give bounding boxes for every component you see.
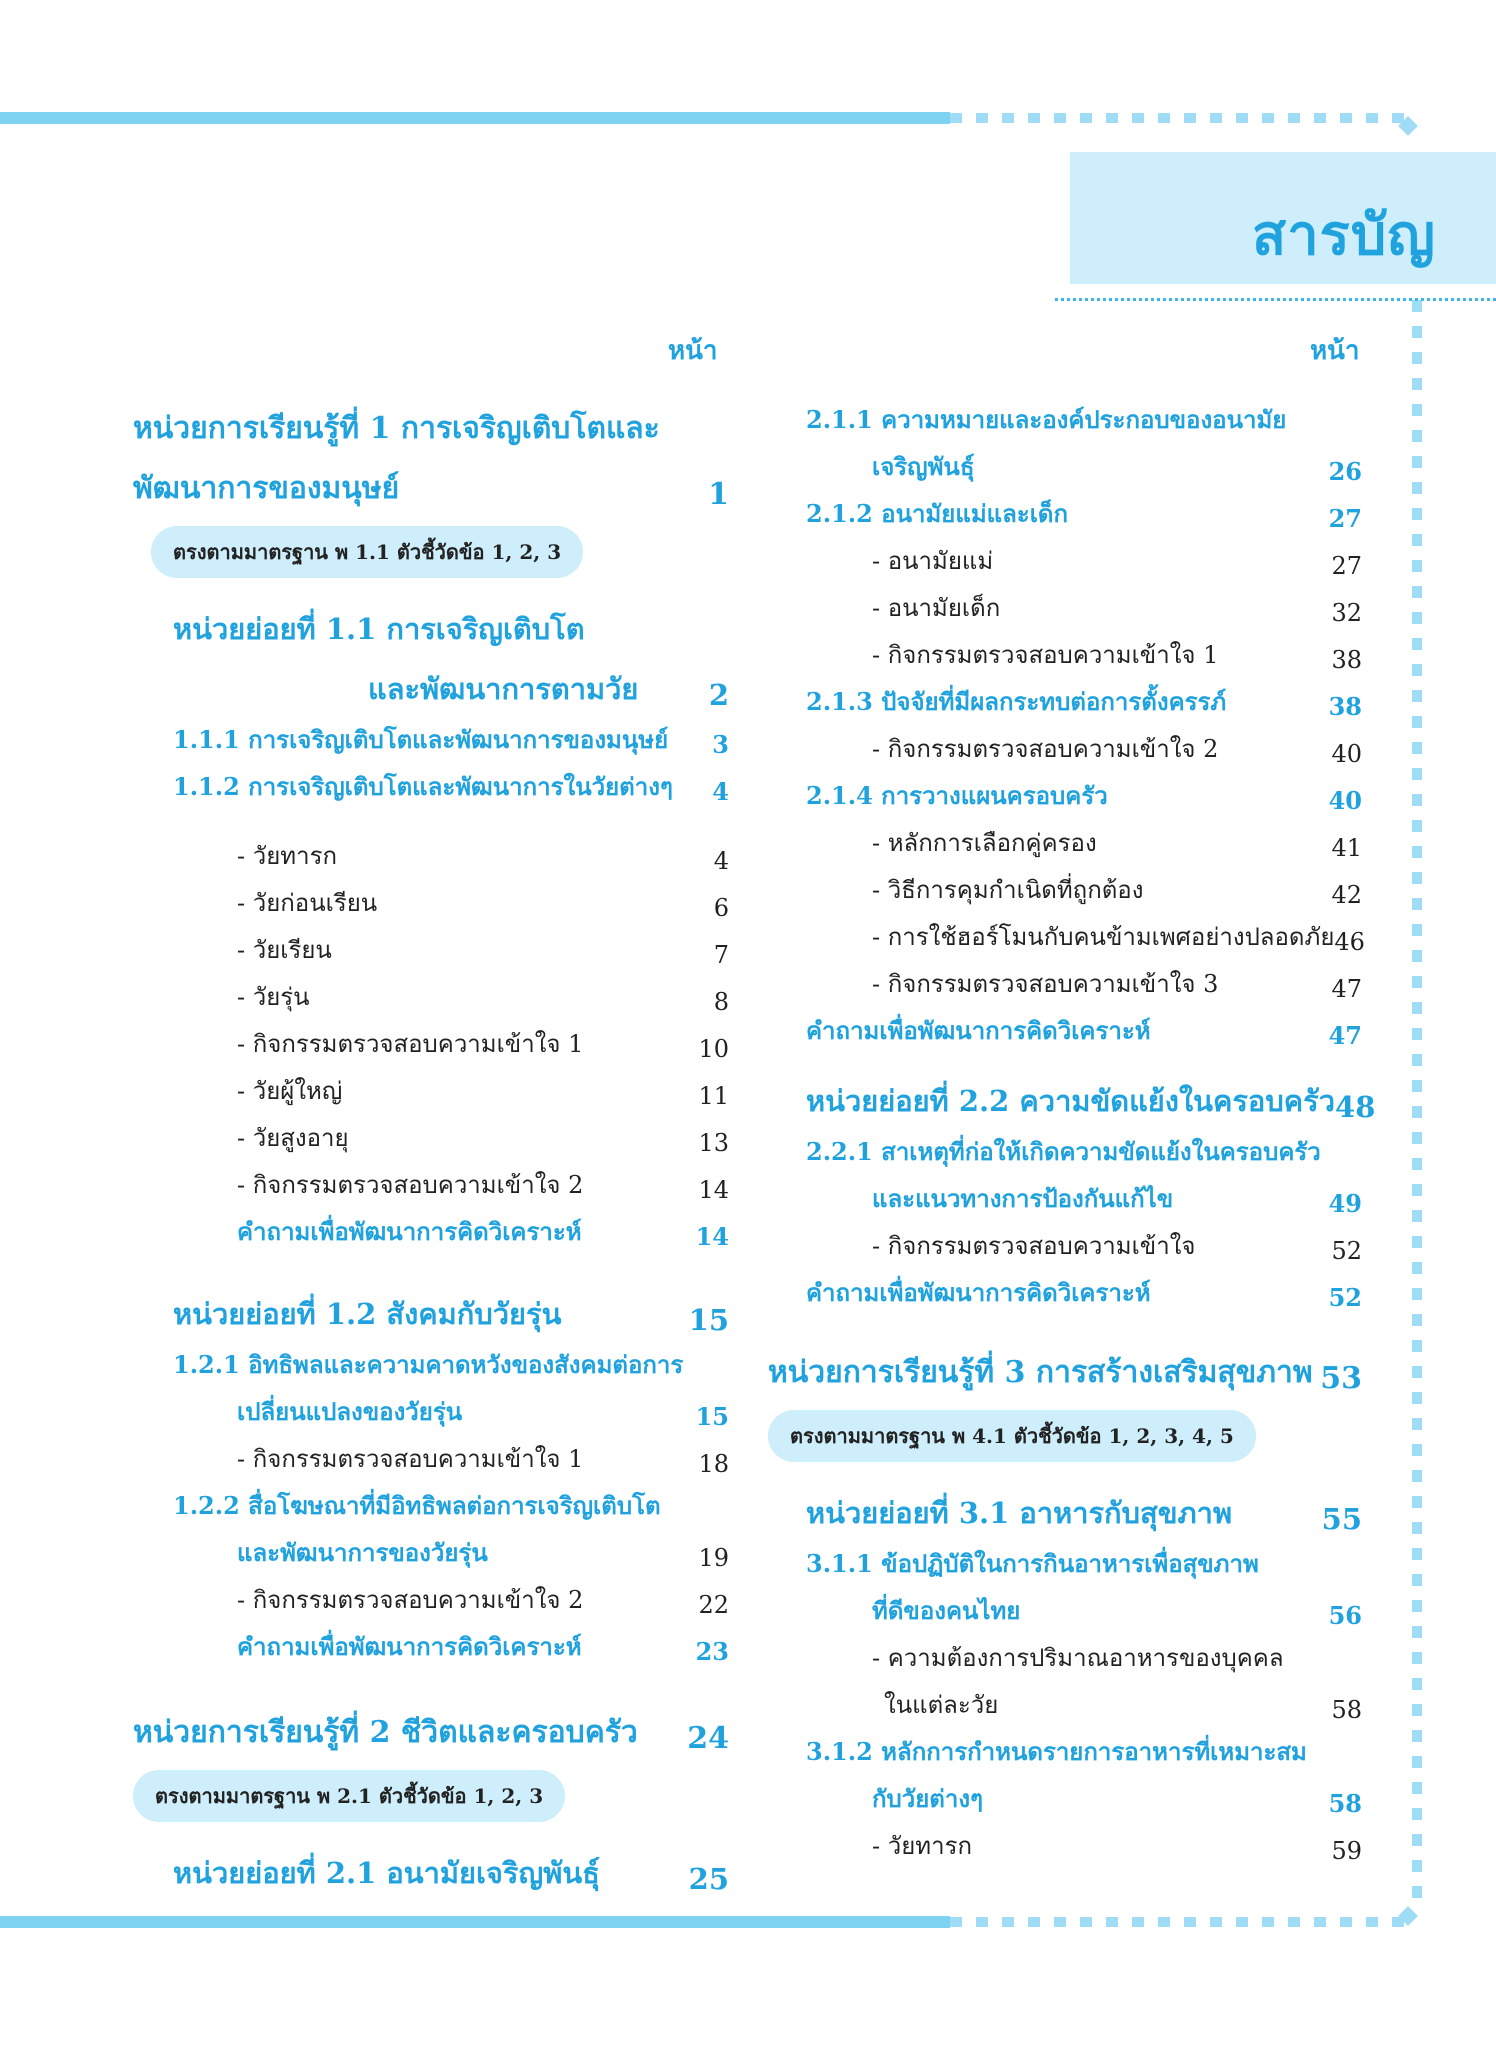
- toc-item[interactable]: - วัยรุ่น 8: [237, 983, 729, 1016]
- toc-item[interactable]: - วัยทารก 59: [872, 1832, 1362, 1865]
- toc-entry-sub-1-1[interactable]: หน่วยย่อยที่ 1.1 การเจริญเติบโต: [173, 612, 585, 646]
- toc-item[interactable]: - กิจกรรมตรวจสอบความเข้าใจ 2 14: [237, 1171, 729, 1204]
- page-number: 15: [695, 1402, 729, 1431]
- toc-entry-1-2-1[interactable]: 1.2.1 อิทธิพลและความคาดหวังของสังคมต่อการ: [173, 1350, 684, 1379]
- toc-entry-analysis-questions[interactable]: คำถามเพื่อพัฒนาการคิดวิเคราะห์ 23: [237, 1632, 729, 1666]
- page-number: 1: [708, 477, 729, 512]
- toc-item[interactable]: - อนามัยเด็ก 32: [872, 594, 1362, 627]
- page-title: สารบัญ: [1252, 203, 1436, 268]
- page-number: 40: [1328, 786, 1362, 815]
- toc-entry-1-1-2[interactable]: 1.1.2 การเจริญเติบโตและพัฒนาการในวัยต่างๆ 4: [173, 772, 729, 806]
- page-number: 27: [1328, 504, 1362, 533]
- toc-entry-2-1-1-line2[interactable]: เจริญพันธุ์ 26: [872, 452, 1362, 486]
- right-border-dots: [1412, 300, 1422, 1910]
- toc-item[interactable]: - วัยทารก 4: [237, 842, 729, 875]
- page-number: 48: [1335, 1090, 1376, 1124]
- toc-item[interactable]: - อนามัยแม่ 27: [872, 547, 1362, 580]
- page-number: 26: [1328, 457, 1362, 486]
- top-border-bar: [0, 112, 950, 124]
- standard-badge-2: ตรงตามมาตรฐาน พ 2.1 ตัวชี้วัดข้อ 1, 2, 3: [133, 1770, 565, 1822]
- page-number: 52: [1328, 1283, 1362, 1312]
- top-border-dots: [950, 113, 1405, 123]
- toc-entry-2-1-2[interactable]: 2.1.2 อนามัยแม่และเด็ก 27: [806, 499, 1362, 533]
- toc-entry-3-1-2-line2[interactable]: กับวัยต่างๆ 58: [872, 1784, 1362, 1818]
- toc-item[interactable]: - กิจกรรมตรวจสอบความเข้าใจ 3 47: [872, 970, 1362, 1003]
- toc-item[interactable]: - วัยเรียน 7: [237, 936, 729, 969]
- page-number: 2: [708, 678, 729, 712]
- page-number: 19: [698, 1544, 729, 1572]
- page-number: 58: [1328, 1789, 1362, 1818]
- toc-entry-1-2-2[interactable]: 1.2.2 สื่อโฆษณาที่มีอิทธิพลต่อการเจริญเติบโต: [173, 1491, 661, 1520]
- left-page-header: หน้า: [668, 336, 718, 366]
- toc-item[interactable]: - วัยก่อนเรียน 6: [237, 889, 729, 922]
- page-number: 55: [1321, 1502, 1362, 1536]
- toc-entry-unit-1-line1[interactable]: หน่วยการเรียนรู้ที่ 1 การเจริญเติบโตและ: [133, 411, 660, 446]
- toc-entry-3-1-2[interactable]: 3.1.2 หลักการกำหนดรายการอาหารที่เหมาะสม: [806, 1737, 1307, 1766]
- toc-item[interactable]: - กิจกรรมตรวจสอบความเข้าใจ 1 18: [237, 1445, 729, 1478]
- page-number: 15: [688, 1303, 729, 1337]
- toc-item[interactable]: - กิจกรรมตรวจสอบความเข้าใจ 1 10: [237, 1030, 729, 1063]
- toc-entry-2-1-1[interactable]: 2.1.1 ความหมายและองค์ประกอบของอนามัย: [806, 405, 1287, 434]
- standard-badge-3: ตรงตามมาตรฐาน พ 4.1 ตัวชี้วัดข้อ 1, 2, 3, 4, 5: [768, 1410, 1256, 1462]
- toc-entry-sub-2-1[interactable]: หน่วยย่อยที่ 2.1 อนามัยเจริญพันธุ์ 25: [173, 1856, 729, 1896]
- page-number: 3: [712, 730, 729, 759]
- page-number: 47: [1328, 1021, 1362, 1050]
- toc-item[interactable]: - ความต้องการปริมาณอาหารของบุคคล: [872, 1644, 1284, 1672]
- toc-entry-2-1-4[interactable]: 2.1.4 การวางแผนครอบครัว 40: [806, 781, 1362, 815]
- toc-entry-unit-2[interactable]: หน่วยการเรียนรู้ที่ 2 ชีวิตและครอบครัว 24: [133, 1715, 729, 1756]
- toc-item[interactable]: - กิจกรรมตรวจสอบความเข้าใจ 2 40: [872, 735, 1362, 768]
- page-number: 24: [687, 1721, 729, 1756]
- toc-right-column: [768, 392, 1376, 1865]
- toc-entry-1-1-1[interactable]: 1.1.1 การเจริญเติบโตและพัฒนาการของมนุษย์ 3: [173, 725, 729, 759]
- title-underline: [1055, 298, 1496, 301]
- bottom-border-bar: [0, 1916, 950, 1928]
- toc-entry-2-2-1[interactable]: 2.2.1 สาเหตุที่ก่อให้เกิดความขัดแย้งในครอบครัว: [806, 1137, 1321, 1166]
- toc-entry-sub-3-1[interactable]: หน่วยย่อยที่ 3.1 อาหารกับสุขภาพ 55: [806, 1496, 1362, 1536]
- toc-entry-unit-3[interactable]: หน่วยการเรียนรู้ที่ 3 การสร้างเสริมสุขภาพ 53: [768, 1355, 1362, 1396]
- standard-badge-1: ตรงตามมาตรฐาน พ 1.1 ตัวชี้วัดข้อ 1, 2, 3: [151, 526, 583, 578]
- page-number: 4: [712, 777, 729, 806]
- toc-entry-1-2-2-line2[interactable]: และพัฒนาการของวัยรุ่น 19: [237, 1538, 729, 1572]
- toc-item[interactable]: - วัยผู้ใหญ่ 11: [237, 1077, 729, 1110]
- toc-entry-sub-2-2[interactable]: หน่วยย่อยที่ 2.2 ความขัดแย้งในครอบครัว 48: [806, 1084, 1376, 1124]
- toc-item[interactable]: - วัยสูงอายุ 13: [237, 1124, 729, 1157]
- toc-item[interactable]: - กิจกรรมตรวจสอบความเข้าใจ 2 22: [237, 1586, 729, 1619]
- toc-entry-2-1-3[interactable]: 2.1.3 ปัจจัยที่มีผลกระทบต่อการตั้งครรภ์ 38: [806, 687, 1362, 721]
- toc-entry-analysis-questions[interactable]: คำถามเพื่อพัฒนาการคิดวิเคราะห์ 14: [237, 1217, 729, 1251]
- toc-entry-analysis-questions[interactable]: คำถามเพื่อพัฒนาการคิดวิเคราะห์ 47: [806, 1016, 1362, 1050]
- toc-item-line2[interactable]: ในแต่ละวัย 58: [884, 1691, 1362, 1724]
- toc-entry-1-2-1-line2[interactable]: เปลี่ยนแปลงของวัยรุ่น 15: [237, 1397, 729, 1431]
- toc-item[interactable]: - กิจกรรมตรวจสอบความเข้าใจ 52: [872, 1232, 1362, 1265]
- toc-item[interactable]: - การใช้ฮอร์โมนกับคนข้ามเพศอย่างปลอดภัย 46: [872, 923, 1365, 956]
- title-banner: [1070, 152, 1496, 284]
- toc-entry-sub-1-2[interactable]: หน่วยย่อยที่ 1.2 สังคมกับวัยรุ่น 15: [173, 1297, 729, 1337]
- toc-entry-2-2-1-line2[interactable]: และแนวทางการป้องกันแก้ไข 49: [872, 1184, 1362, 1218]
- toc-left-column: [133, 392, 729, 1896]
- right-page-header: หน้า: [1310, 336, 1360, 366]
- toc-item[interactable]: - หลักการเลือกคู่ครอง 41: [872, 829, 1362, 862]
- page-number: 23: [695, 1637, 729, 1666]
- page-number: 56: [1328, 1601, 1362, 1630]
- toc-entry-sub-1-1-line2[interactable]: และพัฒนาการตามวัย 2: [368, 672, 729, 712]
- toc-item[interactable]: - วิธีการคุมกำเนิดที่ถูกต้อง 42: [872, 876, 1362, 909]
- page-number: 49: [1328, 1189, 1362, 1218]
- toc-entry-analysis-questions[interactable]: คำถามเพื่อพัฒนาการคิดวิเคราะห์ 52: [806, 1278, 1362, 1312]
- page-number: 53: [1320, 1361, 1362, 1396]
- page-number: 25: [688, 1862, 729, 1896]
- toc-entry-unit-1-line2[interactable]: พัฒนาการของมนุษย์ 1: [133, 471, 729, 512]
- toc-item[interactable]: - กิจกรรมตรวจสอบความเข้าใจ 1 38: [872, 641, 1362, 674]
- toc-entry-3-1-1-line2[interactable]: ที่ดีของคนไทย 56: [872, 1596, 1362, 1630]
- toc-entry-3-1-1[interactable]: 3.1.1 ข้อปฏิบัติในการกินอาหารเพื่อสุขภาพ: [806, 1549, 1259, 1578]
- page-number: 38: [1328, 692, 1362, 721]
- page-number: 14: [695, 1222, 729, 1251]
- bottom-border-dots: [950, 1917, 1405, 1927]
